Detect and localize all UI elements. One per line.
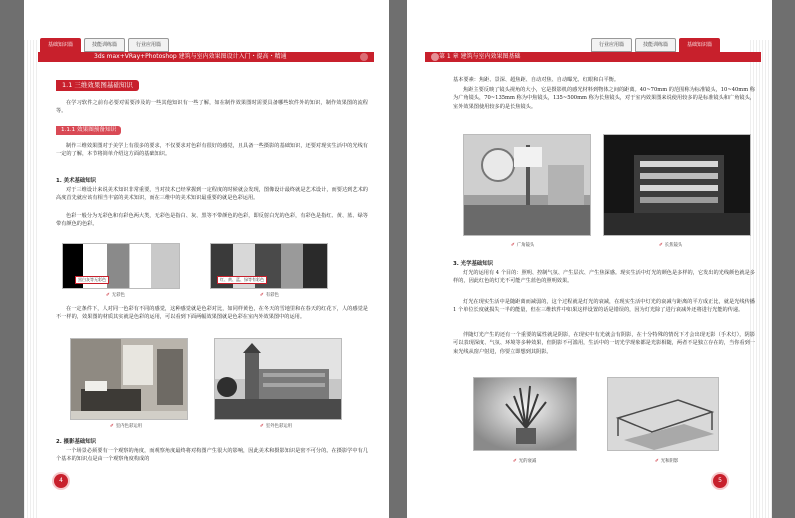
caption-achromatic: ✐ 无彩色 bbox=[106, 293, 125, 298]
header-decoration bbox=[431, 53, 439, 61]
caption-light-shadow: ✐ 光和阴影 bbox=[655, 459, 679, 464]
caption-interior: ✐ 室内色彩运用 bbox=[110, 424, 143, 429]
art-paragraph-3: 在一定条件下，人对同一色彩有不同的感觉，这种感觉就是色彩对比，如同样黄色，在冬天的雪地里和在春天的红花下，人的感觉是不一样的，效果图的材质其实就是色彩的运用，可以看到下面两幅效果图就是色彩在室内外效果图中的运用。 bbox=[56, 306, 368, 321]
gray-swatch bbox=[107, 244, 129, 288]
chromatic-label: 红、黄、蓝、绿等有彩色 bbox=[217, 276, 267, 284]
tab-skills[interactable]: 技能训练篇 bbox=[635, 38, 676, 52]
dark-swatch bbox=[303, 244, 328, 288]
tab-basics[interactable]: 基础知识篇 bbox=[40, 38, 81, 52]
subsection-intro: 制作三维效果图对于美学上有很多的要求，不仅要求对色彩有很好的感觉，且具备一些摄影的基础知识，还要对现实生活中的光线有一定的了解，本节将简单介绍这方面的基础知识。 bbox=[56, 143, 368, 158]
right-header-tabs bbox=[591, 38, 720, 52]
left-header-bar bbox=[38, 52, 374, 62]
green-swatch bbox=[281, 244, 303, 288]
lens-paragraph-1: 基本要素：焦距、景深、超焦距、自动对焦、自动曝光、红眼和白平衡。 bbox=[453, 77, 620, 83]
page-number-left: 4 bbox=[54, 474, 68, 488]
light-paragraph-1: 灯光的运用有 4 个目的：照明、控制气氛、产生层次、产生焦深感。现实生活中灯光的颜色是多样的，它发出的光线颜色就是多样的，因此红色的灯光不可能产生蓝色的照明效果。 bbox=[453, 270, 755, 285]
paperclip-icon: ✐ bbox=[110, 424, 114, 429]
book-title: 3ds max+VRay+Photoshop 建筑与室内效果图设计入门・提高・精通 bbox=[94, 53, 287, 60]
exterior-render-image bbox=[214, 338, 342, 420]
paperclip-icon: ✐ bbox=[106, 293, 110, 298]
heading-photo-basics: 2. 摄影基础知识 bbox=[56, 439, 97, 445]
photo-paragraph-1: 一个场景必须要有一个观察的角度，而观察角度最终将对构图产生很大的影响，因此美术和摄影知识是密不可分的。在摄影学中有几个基本的知识点是由一个观察角度构成的 bbox=[56, 448, 368, 463]
interior-render-graphic bbox=[71, 339, 188, 420]
paperclip-icon: ✐ bbox=[655, 459, 659, 464]
caption-telephoto: ✐ 长焦镜头 bbox=[659, 243, 683, 248]
left-page-edge-stripe bbox=[24, 40, 38, 518]
tab-skills[interactable]: 技能训练篇 bbox=[84, 38, 125, 52]
chromatic-swatch-figure bbox=[210, 243, 328, 289]
section-title: 1.1 三维效果图基础知识 bbox=[56, 80, 139, 91]
light-falloff-graphic bbox=[474, 378, 577, 451]
light-shadow-image bbox=[607, 377, 719, 451]
interior-render-image bbox=[70, 338, 188, 420]
wide-angle-graphic bbox=[464, 135, 591, 236]
achromatic-swatch-figure bbox=[62, 243, 180, 289]
wide-angle-image bbox=[463, 134, 591, 236]
paperclip-icon: ✐ bbox=[511, 243, 515, 248]
tab-industry[interactable]: 行业应用篇 bbox=[591, 38, 632, 52]
tab-basics[interactable]: 基础知识篇 bbox=[679, 38, 720, 52]
light-falloff-image bbox=[473, 377, 577, 451]
telephoto-graphic bbox=[604, 135, 751, 236]
left-header-tabs bbox=[40, 38, 169, 52]
caption-wide-angle: ✐ 广角镜头 bbox=[511, 243, 535, 248]
heading-art-basics: 1. 美术基础知识 bbox=[56, 178, 97, 184]
left-page bbox=[24, 0, 389, 518]
page-number-right: 5 bbox=[713, 474, 727, 488]
caption-chromatic: ✐ 有彩色 bbox=[260, 293, 279, 298]
caption-exterior: ✐ 室外色彩运用 bbox=[260, 424, 293, 429]
light-paragraph-3: 伴随灯光产生的还有一个重要的属性就是阴影，在现实中有光就会有阴影，在十分特殊的情况下才会出现无影（手术灯），阴影可以表现深度、气氛、环境等多种效果，但阴影不可滥用，生活中的一切光学现象都是光影相随，两者不是独立存在的，当你看到一束光线从窗户射进，你要立即想到其阴影。 bbox=[453, 332, 755, 355]
light-gray-swatch bbox=[151, 244, 180, 288]
subsection-title: 1.1.1 效果图预备知识 bbox=[56, 126, 121, 135]
paperclip-icon: ✐ bbox=[260, 424, 264, 429]
paperclip-icon: ✐ bbox=[260, 293, 264, 298]
paperclip-icon: ✐ bbox=[659, 243, 663, 248]
telephoto-image bbox=[603, 134, 751, 236]
right-header-bar bbox=[425, 52, 761, 62]
chapter-title: 第 1 章 建筑与室内效果图基础 bbox=[439, 53, 521, 60]
right-page bbox=[407, 0, 772, 518]
light-paragraph-2: 灯光在现实生活中是随距离而减弱的，这个过程就是灯光的衰减，在现实生活中灯光的衰减与距离的平方成正比，就是光线传播 1 个单位长度就损失一半的能量，但在三维软件中如果这样设置的话是错误的，因为灯光除了进行衰减外还将进行光能的传递。 bbox=[453, 299, 755, 314]
heading-optics-basics: 3. 光学基础知识 bbox=[453, 261, 494, 267]
art-paragraph-1: 对于三维设计来说美术知识非常重要，当对技术已经掌握到一定程度的时候就会发现，图像设计最终就是艺术设计，而要达到艺术的高度首先就应该有相当丰富的美术知识，而在三维中的美术知识最重要的就是色彩运用。 bbox=[56, 187, 368, 202]
light-shadow-graphic bbox=[608, 378, 719, 451]
white-swatch-2 bbox=[129, 244, 151, 288]
tab-industry[interactable]: 行业应用篇 bbox=[128, 38, 169, 52]
exterior-render-graphic bbox=[215, 339, 342, 420]
achromatic-label: 黑白灰等无彩色 bbox=[75, 276, 109, 284]
art-paragraph-2: 色彩一般分为无彩色和有彩色两大类，无彩色是指白、灰、黑等不带颜色的色彩，即反射白光的色彩，有彩色是指红、黄、蓝、绿等带有颜色的色彩。 bbox=[56, 213, 368, 228]
lens-paragraph-2: 焦距主要反映了镜头视角的大小，它是摄影机的感光材料到物体之间的距离。40~70mm 的范围称为标准镜头，10~40mm 称为广角镜头，70~135mm 称为中焦镜头，135~500mm 称为长焦镜头，对于室内效果图来说使用较多的是标准镜头和广角镜头，室外效果图使用较多的是长焦镜头。 bbox=[453, 87, 755, 110]
caption-light-falloff: ✐ 光的衰减 bbox=[513, 459, 537, 464]
section-intro: 在学习软件之前有必要对需要涉及的一些其他知识有一些了解，如在制作效果图时需要具备哪些软件外的知识，制作效果图的流程等。 bbox=[56, 100, 368, 115]
paperclip-icon: ✐ bbox=[513, 459, 517, 464]
header-decoration bbox=[360, 53, 368, 61]
